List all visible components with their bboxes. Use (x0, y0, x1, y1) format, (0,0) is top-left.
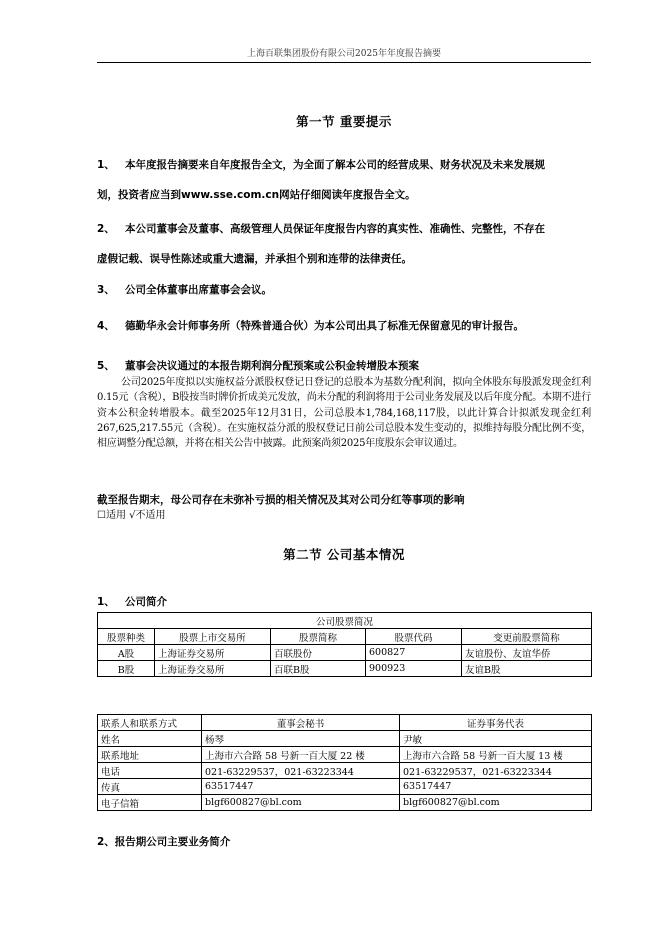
table-cell: 百联股份 (271, 645, 366, 661)
table-cell: 600827 (366, 645, 462, 661)
column-header: 股票代码 (366, 629, 462, 645)
notice-item-1 (97, 157, 591, 202)
table-cell: 友谊股份、友谊华侨 (462, 645, 592, 661)
table-caption: 公司股票简况 (98, 613, 592, 629)
notice-item-3 (97, 282, 591, 297)
column-header: 董事会秘书 (202, 715, 400, 731)
item-number: 4、 (97, 320, 115, 332)
notice-item-2 (97, 221, 591, 266)
item-number: 1、 (97, 596, 115, 608)
table-cell: 电子信箱 (98, 795, 202, 811)
table-cell: 联系地址 (98, 747, 202, 763)
column-header: 证券事务代表 (400, 715, 592, 731)
column-header: 股票简称 (271, 629, 366, 645)
table-cell: 上海市六合路 58 号新一百大厦 22 楼 (202, 747, 400, 763)
table-caption-row (98, 613, 592, 629)
stock-info-table (97, 612, 592, 677)
column-header: 联系人和联系方式 (98, 715, 202, 731)
item-text-line1: 本年度报告摘要来自年度报告全文，为全面了解本公司的经营成果、财务状况及未来发展规 (125, 159, 545, 171)
applicability-options: ☐适用 √不适用 (97, 510, 166, 521)
section2-title: 第二节 公司基本情况 (283, 547, 405, 562)
item-number: 3、 (97, 284, 115, 296)
section1-title: 第一节 重要提示 (296, 114, 392, 129)
item-number: 1、 (97, 159, 115, 171)
table-row (98, 661, 592, 677)
table-cell: 上海证券交易所 (155, 645, 271, 661)
table-cell: blgf600827@bl.com (202, 795, 400, 811)
table-cell: 尹敏 (400, 731, 592, 747)
unrecovered-loss-heading: 截至报告期末，母公司存在未弥补亏损的相关情况及其对公司分红等事项的影响 (97, 494, 465, 506)
table-row (98, 795, 592, 811)
table-cell: 百联B股 (271, 661, 366, 677)
item-text: 公司全体董事出席董事会会议。 (125, 284, 272, 296)
column-header: 股票上市交易所 (155, 629, 271, 645)
table-cell: 63517447 (400, 779, 592, 795)
item-text: 董事会决议通过的本报告期利润分配预案或公积金转增股本预案 (125, 360, 419, 372)
table-cell: 姓名 (98, 731, 202, 747)
table-cell: 021-63229537，021-63223344 (400, 763, 592, 779)
table-cell: 传真 (98, 779, 202, 795)
table-cell: A股 (98, 645, 155, 661)
table-header-row (98, 715, 592, 731)
table-cell: blgf600827@bl.com (400, 795, 592, 811)
table-row (98, 645, 592, 661)
table-cell: 021-63229537，021-63223344 (202, 763, 400, 779)
table-cell: 63517447 (202, 779, 400, 795)
item-text-line1: 本公司董事会及董事、高级管理人员保证年度报告内容的真实性、准确性、完整性，不存在 (125, 223, 545, 235)
notice-item-5 (97, 358, 591, 373)
table-header-row (98, 629, 592, 645)
item-text: 德勤华永会计师事务所（特殊普通合伙）为本公司出具了标准无保留意见的审计报告。 (125, 320, 524, 332)
table-row (98, 779, 592, 795)
item-number: 2、 (97, 223, 115, 235)
table-row (98, 747, 592, 763)
business-overview-heading: 2、报告期公司主要业务简介 (97, 836, 231, 848)
notice-item-4 (97, 318, 591, 333)
table-row (98, 763, 592, 779)
item-number: 5、 (97, 360, 115, 372)
table-cell: 900923 (366, 661, 462, 677)
table-cell: 电话 (98, 763, 202, 779)
table-cell: 杨琴 (202, 731, 400, 747)
header-rule (97, 62, 591, 63)
company-profile-heading (97, 594, 591, 609)
table-cell: 上海市六合路 58 号新一百大厦 13 楼 (400, 747, 592, 763)
table-row (98, 731, 592, 747)
item-text-line2: 划，投资者应当到www.sse.com.cn网站仔细阅读年度报告全文。 (97, 189, 416, 201)
column-header: 股票种类 (98, 629, 155, 645)
table-cell: 友谊B股 (462, 661, 592, 677)
dividend-plan-text: 公司2025年度拟以实施权益分派股权登记日登记的总股本为基数分配利润，拟向全体股东每股派发现金红利0.15元（含税），B股按当时牌价折成美元发放，尚未分配的利润将用于公司业务发展及以后年度分配。本期不进行资本公积金转增股本。截至2025年12月31日，公司总股本1,784,168,117股，以此计算合计拟派发现金红利267,625,217.55元（含税）。在实施权益分派的股权登记日前公司总股本发生变动的，拟维持每股分配比例不变，相应调整分配总额，并将在相关公告中披露。此预案尚须2025年度股东会审议通过。 (97, 377, 591, 450)
contact-info-table (97, 714, 592, 811)
page-header: 上海百联集团股份有限公司2025年年度报告摘要 (247, 49, 441, 59)
column-header: 变更前股票简称 (462, 629, 592, 645)
table-cell: B股 (98, 661, 155, 677)
item-text-line2: 虚假记载、误导性陈述或重大遗漏，并承担个别和连带的法律责任。 (97, 253, 412, 265)
item-text: 公司简介 (125, 596, 167, 608)
table-cell: 上海证券交易所 (155, 661, 271, 677)
